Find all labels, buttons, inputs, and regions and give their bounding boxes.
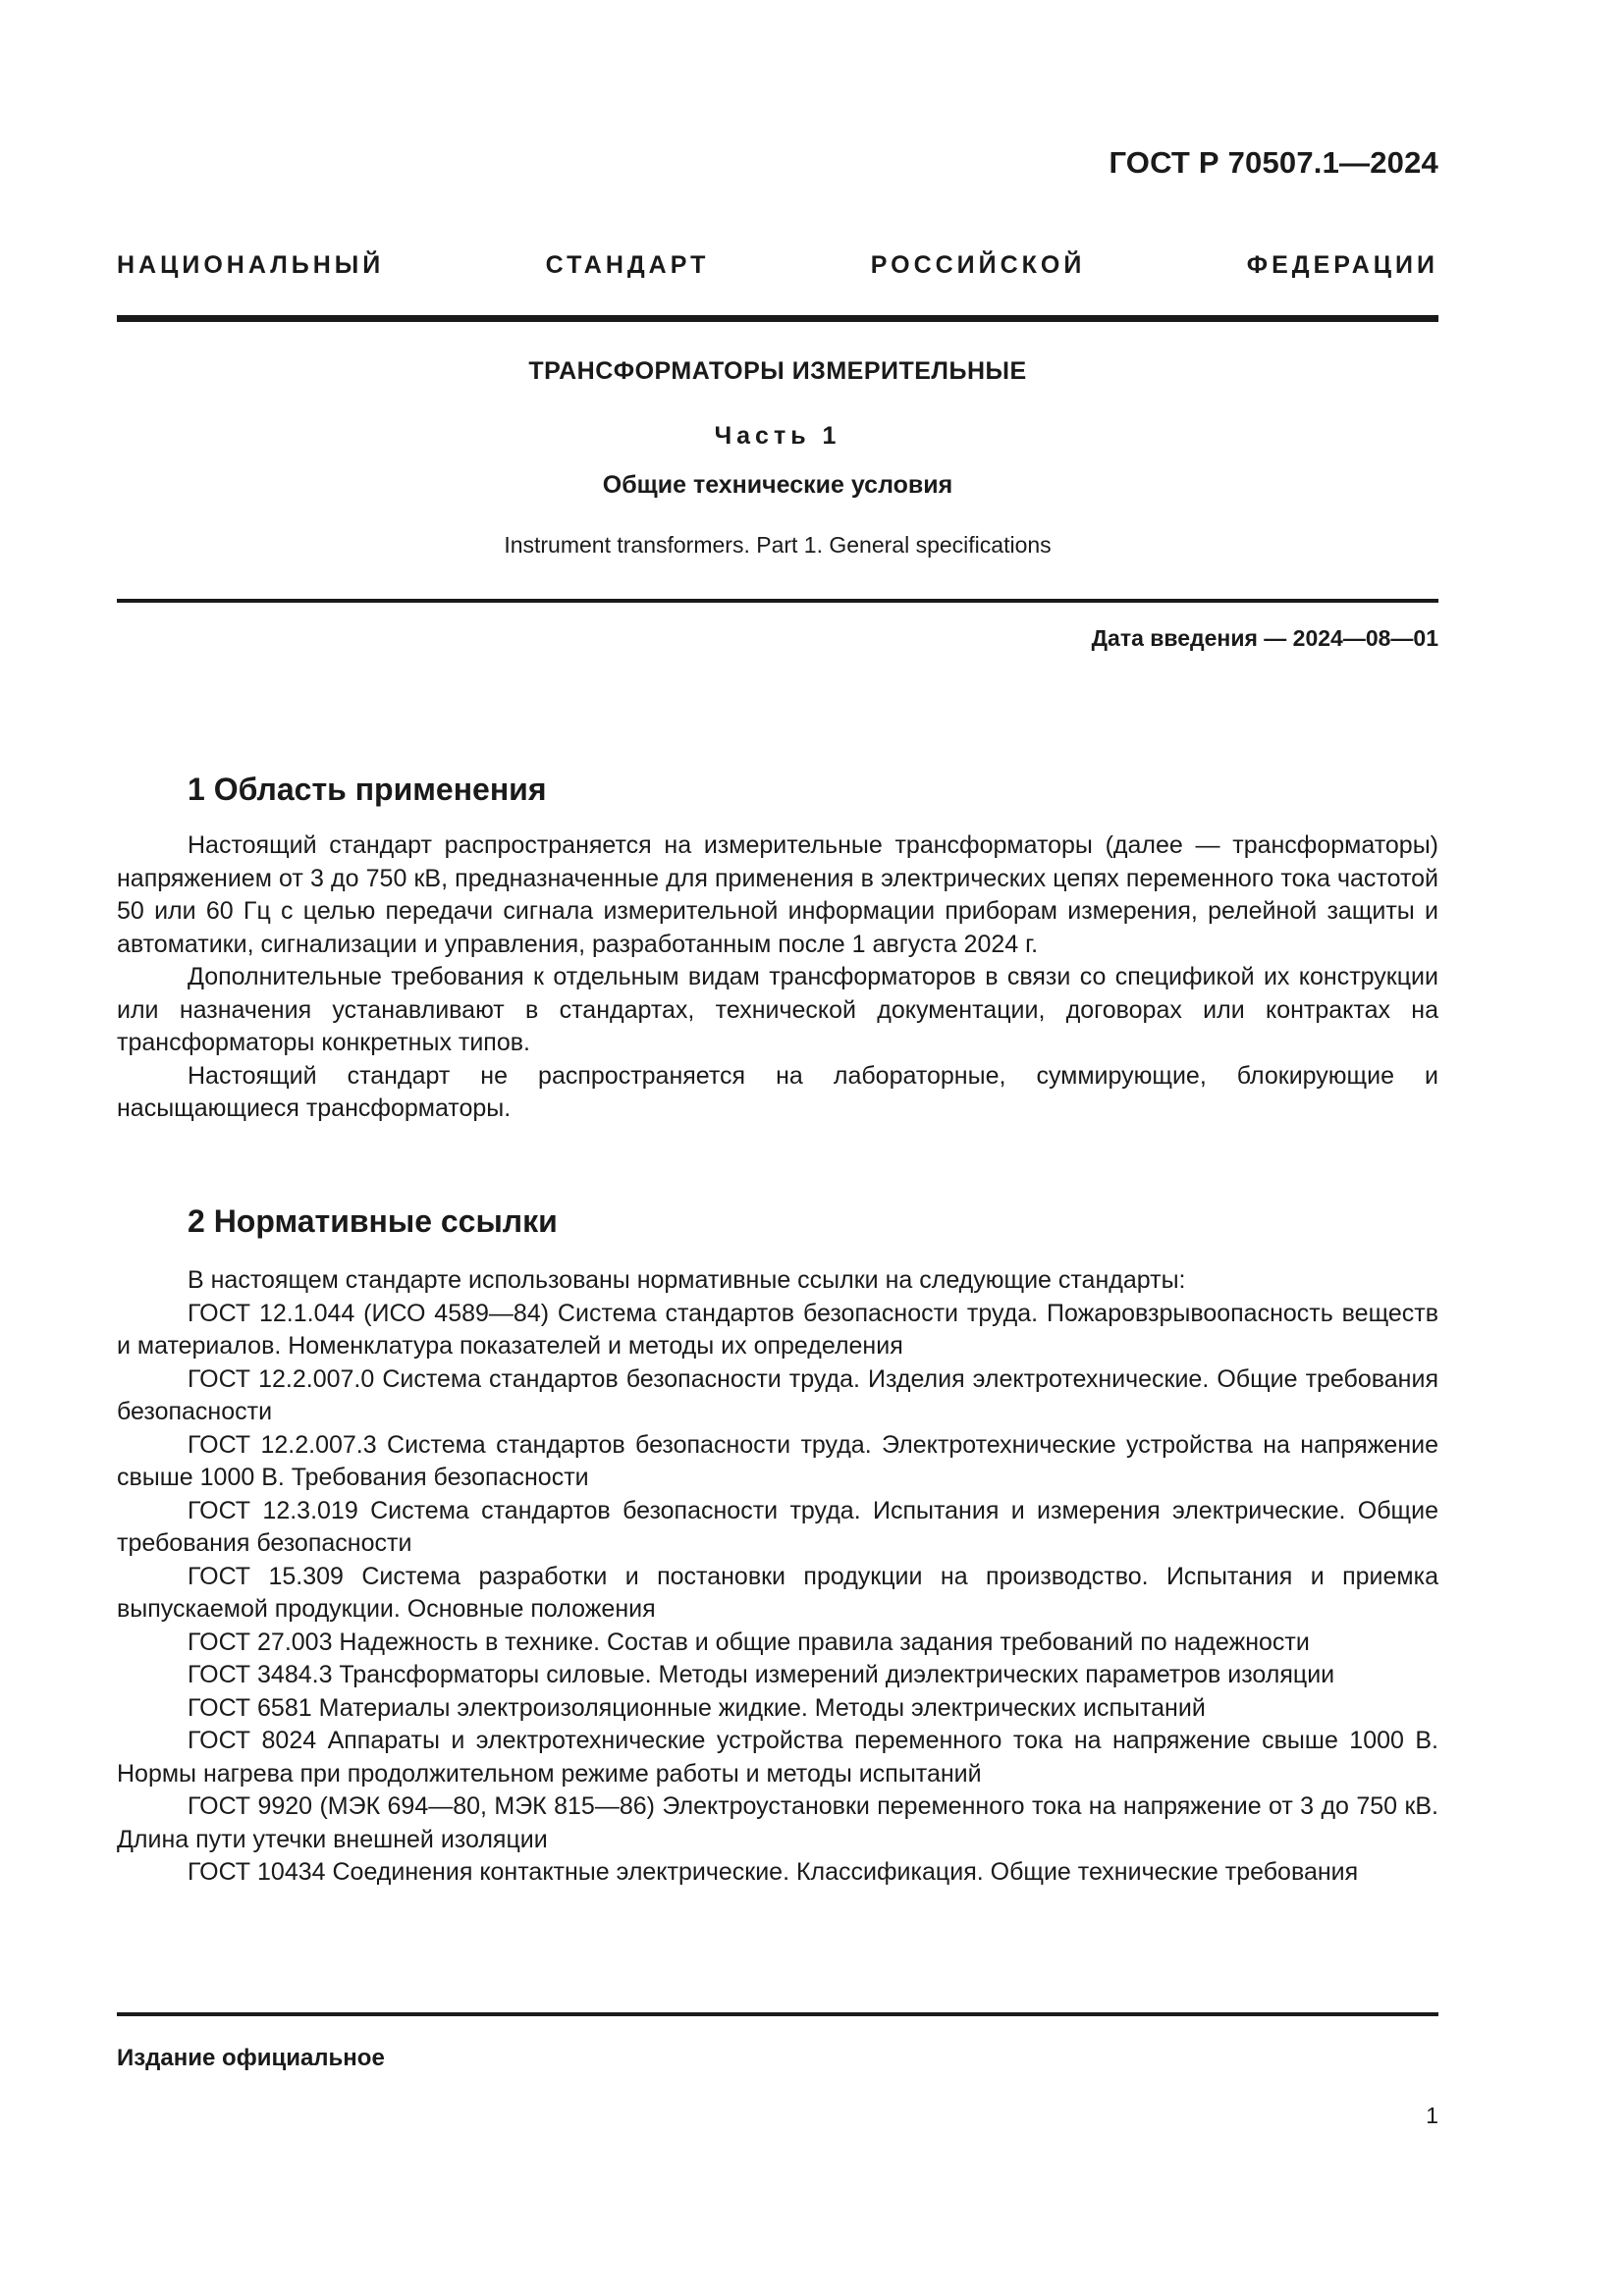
reference-item: ГОСТ 12.1.044 (ИСО 4589—84) Система стандартов безопасности труда. Пожаровзрывоопасность веществ и материалов. Номенклатура показателей и методы их определения xyxy=(117,1299,1438,1360)
section-heading-scope: 1 Область применения xyxy=(188,772,547,807)
document-page xyxy=(117,0,1438,2296)
paragraph: Дополнительные требования к отдельным видам трансформаторов в связи со спецификой их конструкции или назначения устанавливают в стандартах, технической документации, договорах или контрактах на трансформаторы конкретных типов. xyxy=(117,963,1438,1056)
english-title: Instrument transformers. Part 1. General specifications xyxy=(504,532,1052,558)
document-part: Часть 1 xyxy=(714,422,841,450)
document-number: ГОСТ Р 70507.1—2024 xyxy=(1109,145,1438,180)
reference-item: ГОСТ 15.309 Система разработки и постановки продукции на производство. Испытания и приемка выпускаемой продукции. Основные положения xyxy=(117,1562,1438,1623)
official-edition-label: Издание официальное xyxy=(117,2045,385,2071)
reference-item: ГОСТ 12.3.019 Система стандартов безопасности труда. Испытания и измерения электрические. Общие требования безопасности xyxy=(117,1496,1438,1557)
document-subtitle: Общие технические условия xyxy=(602,471,953,499)
reference-item: ГОСТ 12.2.007.3 Система стандартов безопасности труда. Электротехнические устройства на напряжение свыше 1000 В. Требования безопасности xyxy=(117,1430,1438,1491)
reference-item: ГОСТ 9920 (МЭК 694—80, МЭК 815—86) Электроустановки переменного тока на напряжение от 3 до 750 кВ. Длина пути утечки внешней изоляции xyxy=(117,1792,1438,1853)
paragraph: В настоящем стандарте использованы нормативные ссылки на следующие стандарты: xyxy=(188,1266,1186,1294)
section-body-scope xyxy=(117,829,1438,1126)
page-number: 1 xyxy=(1426,2103,1438,2128)
reference-item: ГОСТ 27.003 Надежность в технике. Состав и общие правила задания требований по надежности xyxy=(188,1628,1310,1656)
footer-divider xyxy=(117,2012,1438,2016)
reference-item: ГОСТ 6581 Материалы электроизоляционные жидкие. Методы электрических испытаний xyxy=(188,1693,1206,1722)
reference-item: ГОСТ 10434 Соединения контактные электрические. Классификация. Общие технические требования xyxy=(188,1858,1359,1886)
paragraph: Настоящий стандарт распространяется на измерительные трансформаторы (далее — трансформаторы) напряжением от 3 до 750 кВ, предназначенные для применения в электрических цепях переменного тока частотой 50 или 60 Гц с целью передачи сигнала измерительной информации приборам измерения, релейной защиты и автоматики, сигнализации и управления, разработанным после 1 августа 2024 г. xyxy=(117,831,1438,958)
reference-item: ГОСТ 12.2.007.0 Система стандартов безопасности труда. Изделия электротехнические. Общие требования безопасности xyxy=(117,1364,1438,1425)
document-title: ТРАНСФОРМАТОРЫ ИЗМЕРИТЕЛЬНЫЕ xyxy=(528,357,1027,385)
section-heading-references: 2 Нормативные ссылки xyxy=(188,1203,558,1239)
introduction-date: Дата введения — 2024—08—01 xyxy=(1091,625,1438,651)
title-divider xyxy=(117,599,1438,603)
national-standard-banner: НАЦИОНАЛЬНЫЙ СТАНДАРТ РОССИЙСКОЙ ФЕДЕРАЦИИ xyxy=(117,251,1438,279)
paragraph: Настоящий стандарт не распространяется на лабораторные, суммирующие, блокирующие и насыщающиеся трансформаторы. xyxy=(117,1061,1438,1122)
reference-item: ГОСТ 3484.3 Трансформаторы силовые. Методы измерений диэлектрических параметров изоляции xyxy=(188,1661,1335,1688)
section-body-references xyxy=(117,1264,1438,1890)
reference-item: ГОСТ 8024 Аппараты и электротехнические устройства переменного тока на напряжение свыше 1000 В. Нормы нагрева при продолжительном режиме работы и методы испытаний xyxy=(117,1727,1438,1788)
header-divider xyxy=(117,315,1438,322)
